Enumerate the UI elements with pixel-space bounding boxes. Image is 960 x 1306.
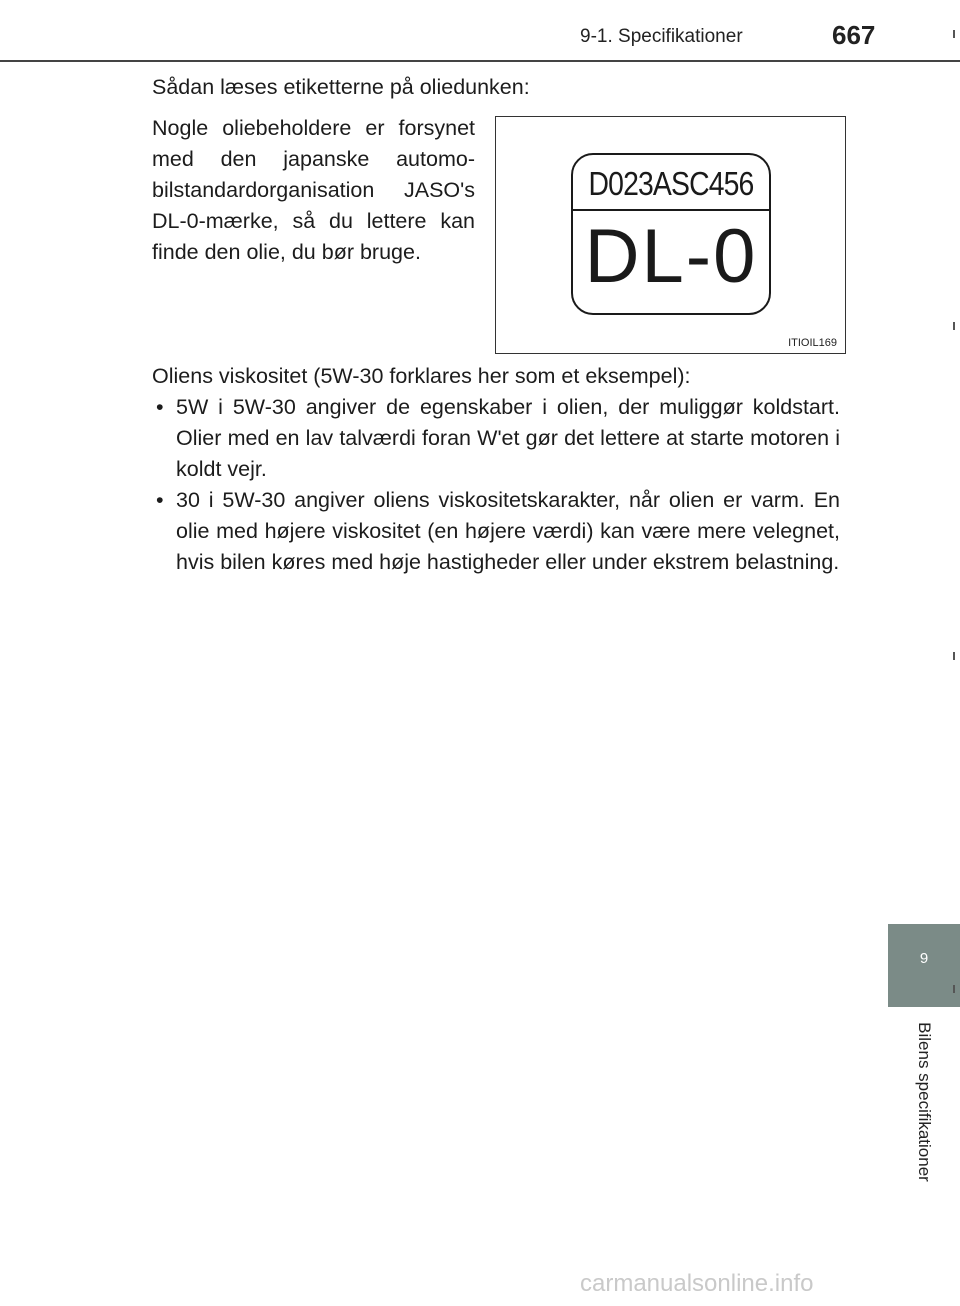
page-number: 667 [832,20,876,50]
list-item [152,392,840,485]
chapter-tab-number: 9 [919,950,929,967]
bullet-text: 30 i 5W-30 angiver oliens viskositetskarakter, når olien er varm. En olie med højere viskositet (en højere værdi) kan være mere velegnet, hvis bilen køres med høje hastigheder eller under ekstrem belastning. [176,488,840,574]
header-rule [0,60,960,62]
edge-mark [953,322,955,330]
list-item [152,485,840,578]
intro-text: Sådan læses etiketterne på oliedunken: [152,75,530,99]
chapter-side-label-text: Bilens specifikationer [915,1022,934,1182]
label-code: D023ASC456 [588,165,754,202]
bullet-text: 5W i 5W-30 angiver de egenskaber i olien, der muliggør koldstart. Olier med en lav talværdi foran W'et gør det lettere at starte motoren i koldt vejr. [176,395,840,481]
bullet-icon: • [156,395,164,419]
jaso-paragraph: Nogle oliebeholdere er forsynet med den japanske automobilstandardorganisation JASO's DL-0-mærke, så du lettere kan finde den olie, du bør bruge. [152,116,475,264]
dl0-label-mark [571,153,771,315]
edge-mark [953,985,955,993]
bullet-icon: • [156,488,164,512]
label-grade: DL-0 [584,214,758,299]
oil-label-figure [495,116,846,354]
running-header-section: 9-1. Specifikationer [580,26,743,47]
figure-id: ITIOIL169 [788,337,837,349]
viscosity-bullet-list [152,392,840,578]
edge-mark [953,652,955,660]
edge-mark [953,30,955,38]
viscosity-title: Oliens viskositet (5W-30 forklares her som et eksempel): [152,364,691,388]
watermark: carmanualsonline.info [580,1270,814,1297]
chapter-tab[interactable] [888,924,960,1007]
